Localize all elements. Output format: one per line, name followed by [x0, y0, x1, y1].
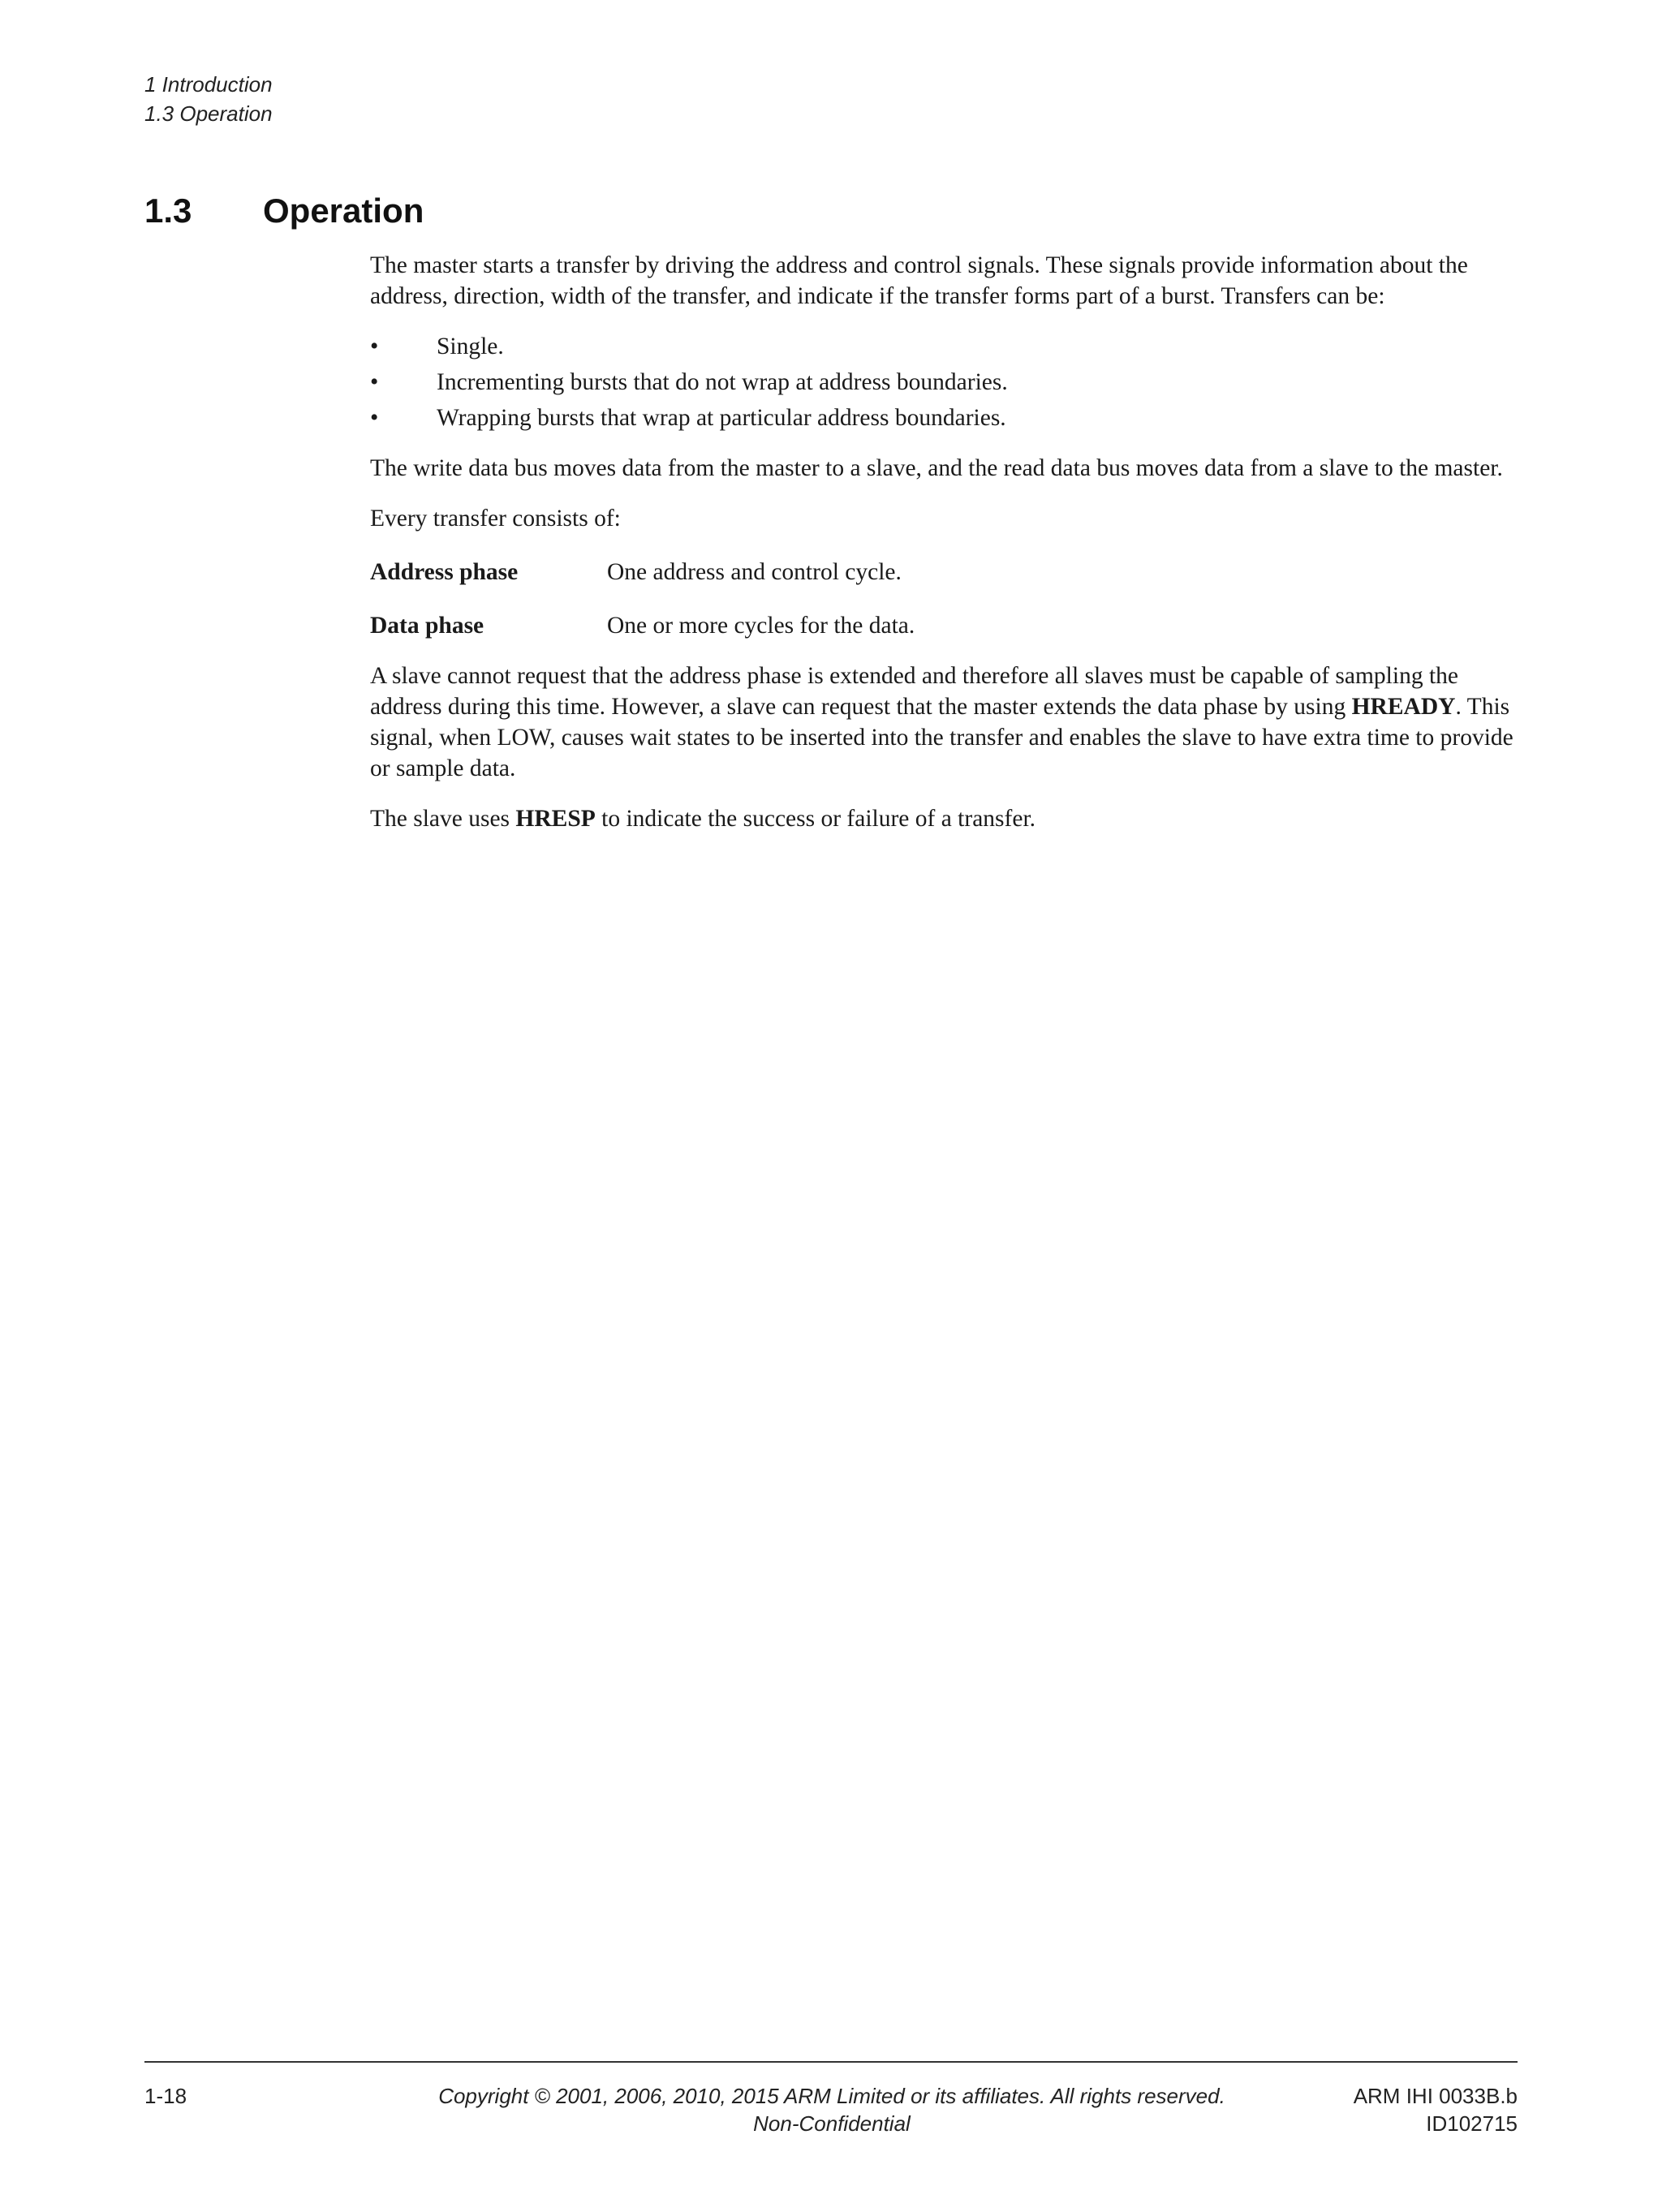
breadcrumb-chapter: 1 Introduction [144, 72, 273, 97]
breadcrumb-section: 1.3 Operation [144, 101, 273, 126]
intro-paragraph: The master starts a transfer by driving the address and control signals. These signals provide information about the address, direction, width of the transfer, and indicate if the transfer forms part of a burst. Transfers can be: [370, 252, 1468, 309]
definition-row [370, 557, 1516, 587]
footer-page-number [144, 2082, 187, 2110]
definition-description: One address and control cycle. [607, 559, 902, 585]
bullet-icon: • [370, 369, 379, 395]
hresp-paragraph [370, 803, 1516, 834]
list-item-text: Single. [437, 334, 504, 359]
section-heading [144, 188, 424, 234]
transfer-consists-paragraph: Every transfer consists of: [370, 506, 621, 531]
slave-wait-text-after: . This signal, when LOW, causes wait states to be inserted into the transfer and enables the slave to have extra time to provide or sample data. [370, 694, 1513, 781]
list-item [370, 331, 1516, 362]
running-header [144, 70, 273, 128]
footer-copyright-block [373, 2082, 1290, 2137]
list-item [370, 402, 1516, 433]
hresp-text-before: The slave uses [370, 806, 516, 832]
list-item-text: Incrementing bursts that do not wrap at address boundaries. [437, 369, 1008, 395]
footer-divider [144, 2061, 1518, 2063]
definition-row [370, 610, 1516, 641]
phase-definitions [370, 557, 1516, 641]
hresp-signal: HRESP [515, 806, 596, 832]
page-number: 1-18 [144, 2084, 187, 2108]
document-id: ARM IHI 0033B.b [1353, 2084, 1518, 2108]
definition-term: Data phase [370, 613, 484, 639]
slave-wait-paragraph [370, 661, 1516, 784]
slave-wait-text-before: A slave cannot request that the address phase is extended and therefore all slaves must be capable of sampling the address during this time. However, a slave can request that the master extends the data phase by using [370, 663, 1458, 720]
list-item-text: Wrapping bursts that wrap at particular address boundaries. [437, 405, 1006, 431]
data-bus-paragraph: The write data bus moves data from the master to a slave, and the read data bus moves data from a slave to the master. [370, 455, 1503, 481]
bullet-icon: • [370, 405, 379, 431]
transfer-types-list [370, 331, 1516, 433]
release-id: ID102715 [1426, 2111, 1518, 2136]
section-number: 1.3 [144, 192, 192, 230]
bullet-icon: • [370, 334, 379, 359]
copyright-notice: Copyright © 2001, 2006, 2010, 2015 ARM Limited or its affiliates. All rights reserved. [438, 2084, 1225, 2108]
section-title: Operation [263, 192, 424, 230]
list-item [370, 367, 1516, 398]
hresp-text-after: to indicate the success or failure of a transfer. [595, 806, 1036, 832]
hready-signal: HREADY [1351, 694, 1456, 720]
confidentiality-label: Non-Confidential [753, 2111, 911, 2136]
footer-document-ids [1354, 2082, 1518, 2137]
page-body [370, 250, 1516, 854]
definition-term: Address phase [370, 559, 519, 585]
definition-description: One or more cycles for the data. [607, 613, 915, 639]
